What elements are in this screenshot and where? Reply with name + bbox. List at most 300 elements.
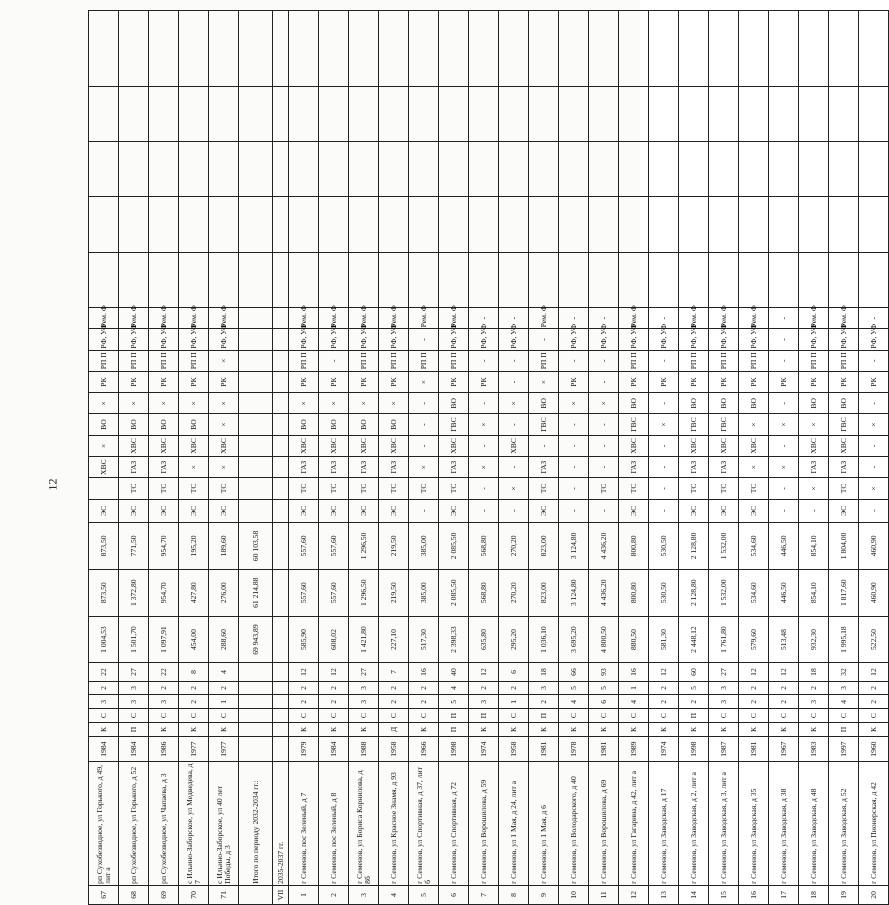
cell-s4: ХВС (319, 435, 349, 456)
cell-ent: 2 (209, 681, 239, 695)
cell-fl: 4 (829, 695, 859, 709)
cell-empty (469, 86, 499, 141)
cell-c1: 800,80 (619, 569, 649, 616)
cell-s2: ТС (739, 478, 769, 499)
cell-s6: × (209, 393, 239, 414)
table-container (88, 10, 878, 905)
cell-mat: К (89, 723, 119, 737)
cell-s5: - (559, 414, 589, 435)
cell-s4: ХВС (289, 435, 319, 456)
cell-s5: ВО (149, 414, 179, 435)
cell-fl (239, 695, 273, 709)
cell-s6: - (409, 393, 439, 414)
cell-year: 1984 (119, 736, 149, 762)
cell-s10: Рем. Ф (829, 308, 859, 329)
cell-ent: 2 (409, 681, 439, 695)
cell-s5: ВО (179, 414, 209, 435)
cell-s1: ЭС (679, 499, 709, 522)
cell-ent: 3 (709, 681, 739, 695)
cell-empty (409, 11, 439, 87)
cell-c1: 385,00 (409, 569, 439, 616)
cell-s5: ВО (379, 414, 409, 435)
cell-addr: рп Сухобезводное, ул Горького, д 52 (119, 762, 149, 885)
cell-c2: 854,10 (799, 522, 829, 569)
cell-empty (649, 142, 679, 197)
cell-c1: 2 128,80 (679, 569, 709, 616)
cell-s4: ХВС (379, 435, 409, 456)
cell-c1: 446,50 (769, 569, 799, 616)
cell-s4: ХВС (619, 435, 649, 456)
cell-empty (89, 142, 119, 197)
cell-empty (239, 86, 273, 141)
cell-s4: - (529, 435, 559, 456)
table-row (769, 11, 799, 905)
cell-empty (619, 142, 649, 197)
cell-s1: ЭС (529, 499, 559, 522)
cell-s7: РК (119, 371, 149, 392)
cell-s8: РП П (89, 350, 119, 371)
cell-s10: Рем. Ф (149, 308, 179, 329)
cell-mat: К (149, 723, 179, 737)
cell-rf: С (649, 709, 679, 723)
cell-s6: × (559, 393, 589, 414)
cell-s6: × (89, 393, 119, 414)
cell-s9: РФ, УФ (799, 329, 829, 350)
cell-c1: 460,90 (859, 569, 889, 616)
cell-s8: - (499, 350, 529, 371)
table-row (209, 11, 239, 905)
cell-s8: РП П (529, 350, 559, 371)
cell-fl (273, 695, 289, 709)
cell-s2: ТС (319, 478, 349, 499)
cell-s1: ЭС (619, 499, 649, 522)
cell-c2: 60 103,58 (239, 522, 273, 569)
cell-empty (499, 86, 529, 141)
cell-s4: ХВС (119, 435, 149, 456)
cell-empty (349, 197, 379, 252)
cell-s2: ТС (349, 478, 379, 499)
cell-c1 (273, 569, 289, 616)
cell-s5: - (409, 414, 439, 435)
cell-num: 5 (409, 885, 439, 904)
cell-empty (319, 142, 349, 197)
cell-s3: × (179, 457, 209, 478)
cell-rf: С (709, 709, 739, 723)
cell-s4: ХВС (499, 435, 529, 456)
cell-addr: с Ильино-Заборское, ул Медведева, д 7 (179, 762, 209, 885)
cell-area (273, 616, 289, 663)
cell-empty (649, 11, 679, 87)
cell-apts: 27 (119, 663, 149, 681)
cell-apts: 16 (409, 663, 439, 681)
cell-s9: РФ, УФ (89, 329, 119, 350)
cell-s10: Рем. Ф (709, 308, 739, 329)
cell-empty (289, 142, 319, 197)
cell-addr: г Семенов, ул Заводская, д 35 (739, 762, 769, 885)
cell-s8: - (589, 350, 619, 371)
cell-empty (119, 11, 149, 87)
cell-s9: РФ, УФ (559, 329, 589, 350)
cell-ent: 2 (319, 681, 349, 695)
cell-c1: 219,50 (379, 569, 409, 616)
cell-empty (149, 197, 179, 252)
cell-c1: 568,80 (469, 569, 499, 616)
cell-addr: рп Сухобезводное, ул Горького, д 49, лит а (89, 762, 119, 885)
cell-c2: 823,00 (529, 522, 559, 569)
cell-fl: 1 (499, 695, 529, 709)
cell-s9: - (769, 329, 799, 350)
cell-s4 (239, 435, 273, 456)
cell-addr: г Семенов, ул Заводская, д 52 (829, 762, 859, 885)
cell-s8: - (859, 350, 889, 371)
cell-empty (649, 252, 679, 307)
cell-rf: С (379, 709, 409, 723)
cell-empty (859, 11, 889, 87)
table-row (119, 11, 149, 905)
cell-s3: × (469, 457, 499, 478)
cell-s6: ВО (829, 393, 859, 414)
cell-s9: РФ, УФ (179, 329, 209, 350)
cell-s3: ХВС (89, 457, 119, 478)
cell-addr: г Семенов, ул Бориса Корнилова, д 8б (349, 762, 379, 885)
cell-addr: г Семенов, ул Заводская, д 38 (769, 762, 799, 885)
cell-s2: ТС (179, 478, 209, 499)
cell-s3: ГАЗ (619, 457, 649, 478)
cell-s3: ГАЗ (799, 457, 829, 478)
cell-ent: 4 (439, 681, 469, 695)
cell-s5: × (769, 414, 799, 435)
cell-fl: 3 (799, 695, 829, 709)
table-row (499, 11, 529, 905)
cell-s4: ХВС (179, 435, 209, 456)
cell-s10: Рем. Ф (619, 308, 649, 329)
cell-s10: Рем. Ф (289, 308, 319, 329)
cell-s7: РК (439, 371, 469, 392)
cell-empty (409, 86, 439, 141)
cell-area: 2 448,12 (679, 616, 709, 663)
cell-empty (769, 142, 799, 197)
cell-year: 1984 (319, 736, 349, 762)
cell-empty (769, 86, 799, 141)
cell-s2: ТС (289, 478, 319, 499)
cell-apts: 18 (529, 663, 559, 681)
cell-s3: ГАЗ (529, 457, 559, 478)
cell-s8: РП П (829, 350, 859, 371)
cell-rf: С (619, 709, 649, 723)
cell-c2: 2 128,80 (679, 522, 709, 569)
cell-s5: ВО (89, 414, 119, 435)
cell-s3: × (209, 457, 239, 478)
cell-addr: г Семенов, ул Заводская, д 48 (799, 762, 829, 885)
cell-apts: 32 (829, 663, 859, 681)
cell-s1: ЭС (379, 499, 409, 522)
cell-num: 8 (499, 885, 529, 904)
cell-ent: 5 (679, 681, 709, 695)
cell-s9: РФ, УФ (859, 329, 889, 350)
cell-c2: 460,90 (859, 522, 889, 569)
cell-fl: 3 (469, 695, 499, 709)
cell-mat: К (529, 723, 559, 737)
cell-s4: - (649, 435, 679, 456)
cell-empty (829, 86, 859, 141)
cell-mat: К (349, 723, 379, 737)
cell-c2: 195,20 (179, 522, 209, 569)
cell-s10: Рем. Ф (739, 308, 769, 329)
table-row (319, 11, 349, 905)
cell-c1: 4 436,20 (589, 569, 619, 616)
cell-s7: РК (739, 371, 769, 392)
cell-s6: × (179, 393, 209, 414)
cell-empty (439, 86, 469, 141)
cell-year: 1960 (859, 736, 889, 762)
table-row (289, 11, 319, 905)
cell-s2: × (859, 478, 889, 499)
cell-mat: К (649, 723, 679, 737)
cell-addr: г Семенов, ул Пионерская, д 42 (859, 762, 889, 885)
cell-s7: РК (619, 371, 649, 392)
cell-year: 1958 (379, 736, 409, 762)
cell-apts: 27 (709, 663, 739, 681)
cell-s10: - (469, 308, 499, 329)
cell-fl: 2 (319, 695, 349, 709)
cell-c2: 534,60 (739, 522, 769, 569)
cell-s9: РФ, УФ (709, 329, 739, 350)
cell-s9: РФ, УФ (119, 329, 149, 350)
cell-s6 (273, 393, 289, 414)
cell-ent: 2 (499, 681, 529, 695)
cell-empty (859, 252, 889, 307)
cell-empty (499, 197, 529, 252)
cell-s4: ХВС (209, 435, 239, 456)
cell-s2: ТС (439, 478, 469, 499)
cell-empty (239, 142, 273, 197)
cell-s9: РФ, УФ (439, 329, 469, 350)
cell-s2 (273, 478, 289, 499)
cell-s9: РФ, УФ (349, 329, 379, 350)
cell-year: 1988 (349, 736, 379, 762)
cell-s4: - (409, 435, 439, 456)
cell-empty (769, 11, 799, 87)
cell-empty (379, 11, 409, 87)
cell-ent: 2 (149, 681, 179, 695)
cell-empty (589, 142, 619, 197)
cell-empty (209, 197, 239, 252)
cell-year: 1984 (89, 736, 119, 762)
cell-s10: - (769, 308, 799, 329)
cell-empty (799, 252, 829, 307)
cell-mat: П (439, 723, 469, 737)
cell-empty (209, 11, 239, 87)
cell-s5: × (649, 414, 679, 435)
cell-c2: 873,50 (89, 522, 119, 569)
cell-c1: 1 296,50 (349, 569, 379, 616)
cell-s3: - (499, 457, 529, 478)
cell-s2: ТС (829, 478, 859, 499)
cell-addr: г Семенов, ул Заводская, д 3, лит а (709, 762, 739, 885)
cell-s4: ХВС (829, 435, 859, 456)
cell-empty (799, 197, 829, 252)
cell-empty (289, 197, 319, 252)
cell-s9: - (409, 329, 439, 350)
cell-s10: Рем. Ф (119, 308, 149, 329)
cell-year: 1981 (739, 736, 769, 762)
cell-ent: 2 (769, 681, 799, 695)
cell-fl: 4 (619, 695, 649, 709)
cell-s4: ХВС (709, 435, 739, 456)
cell-mat: К (679, 723, 709, 737)
cell-s8: РП П (349, 350, 379, 371)
cell-mat: К (499, 723, 529, 737)
cell-empty (709, 252, 739, 307)
cell-area: 581,30 (649, 616, 679, 663)
cell-mat: К (559, 723, 589, 737)
cell-empty (679, 197, 709, 252)
cell-empty (709, 197, 739, 252)
cell-year: 1983 (799, 736, 829, 762)
cell-s9: РФ, УФ (149, 329, 179, 350)
cell-mat (273, 723, 289, 737)
cell-s10: - (499, 308, 529, 329)
cell-s4: - (469, 435, 499, 456)
table-row (409, 11, 439, 905)
cell-addr: г Семенов, ул Гагарина, д 42, лит а (619, 762, 649, 885)
cell-empty (829, 252, 859, 307)
page-number: 12 (45, 478, 60, 491)
cell-s3: ГАЗ (709, 457, 739, 478)
cell-empty (529, 86, 559, 141)
cell-rf: П (439, 709, 469, 723)
cell-mat: К (409, 723, 439, 737)
cell-addr: г Семенов, ул Красное Знамя, д 93 (379, 762, 409, 885)
cell-rf: С (559, 709, 589, 723)
cell-apts (273, 663, 289, 681)
cell-addr: г Семенов, ул Спортивная, д 37, лит б (409, 762, 439, 885)
cell-num (239, 885, 273, 904)
cell-apts: 40 (439, 663, 469, 681)
cell-s2: ТС (679, 478, 709, 499)
cell-num: 4 (379, 885, 409, 904)
cell-mat: К (769, 723, 799, 737)
cell-num: 68 (119, 885, 149, 904)
cell-s7 (239, 371, 273, 392)
cell-year: 1966 (409, 736, 439, 762)
cell-empty (409, 252, 439, 307)
cell-s2: - (769, 478, 799, 499)
cell-s8: - (319, 350, 349, 371)
cell-ent: 5 (559, 681, 589, 695)
cell-s10: Рем. Ф (529, 308, 559, 329)
cell-empty (379, 142, 409, 197)
cell-area: 69 943,89 (239, 616, 273, 663)
cell-year: 1998 (439, 736, 469, 762)
cell-s9: РФ, УФ (679, 329, 709, 350)
cell-fl: 3 (119, 695, 149, 709)
cell-apts (239, 663, 273, 681)
cell-s2: ТС (409, 478, 439, 499)
cell-s5: ГВС (619, 414, 649, 435)
cell-empty (273, 197, 289, 252)
cell-s9: РФ, УФ (619, 329, 649, 350)
cell-s1: ЭС (829, 499, 859, 522)
cell-s8: РП П (679, 350, 709, 371)
cell-ent: 2 (179, 681, 209, 695)
cell-c2: 4 436,20 (589, 522, 619, 569)
cell-empty (709, 142, 739, 197)
cell-apts: 12 (469, 663, 499, 681)
cell-mat: К (179, 723, 209, 737)
cell-s1: - (409, 499, 439, 522)
cell-addr: Итого по периоду 2032-2034 гг.: (239, 762, 273, 885)
cell-num: 70 (179, 885, 209, 904)
cell-s1: ЭС (349, 499, 379, 522)
table-row (469, 11, 499, 905)
cell-c2: 530,50 (649, 522, 679, 569)
cell-s10: Рем. Ф (209, 308, 239, 329)
cell-num: 1 (289, 885, 319, 904)
cell-empty (619, 11, 649, 87)
cell-num: 2 (319, 885, 349, 904)
cell-s4: - (769, 435, 799, 456)
cell-area: 1 501,70 (119, 616, 149, 663)
cell-num: 16 (739, 885, 769, 904)
cell-empty (319, 86, 349, 141)
cell-c1: 823,00 (529, 569, 559, 616)
table-body (89, 11, 889, 905)
table-row (679, 11, 709, 905)
cell-num: 10 (559, 885, 589, 904)
cell-rf: С (319, 709, 349, 723)
cell-fl: 2 (649, 695, 679, 709)
cell-fl: 3 (709, 695, 739, 709)
cell-year (239, 736, 273, 762)
cell-rf: П (679, 709, 709, 723)
cell-year: 1979 (289, 736, 319, 762)
cell-apts: 12 (649, 663, 679, 681)
cell-num: 14 (679, 885, 709, 904)
cell-apts: 22 (89, 663, 119, 681)
cell-rf: С (149, 709, 179, 723)
cell-addr: г Семенов, ул 1 Мая, д 24, лит а (499, 762, 529, 885)
cell-empty (589, 252, 619, 307)
table-row (349, 11, 379, 905)
cell-s7: РК (319, 371, 349, 392)
cell-ent: 2 (739, 681, 769, 695)
cell-ent: 2 (379, 681, 409, 695)
cell-s6: × (149, 393, 179, 414)
table-row (529, 11, 559, 905)
cell-ent: 2 (799, 681, 829, 695)
cell-year: 1977 (179, 736, 209, 762)
cell-s8: - (559, 350, 589, 371)
cell-apts: 93 (589, 663, 619, 681)
cell-fl: 2 (289, 695, 319, 709)
cell-s10: - (559, 308, 589, 329)
cell-c1: 276,00 (209, 569, 239, 616)
cell-fl: 3 (89, 695, 119, 709)
cell-c2: 557,60 (289, 522, 319, 569)
cell-s10: Рем. Ф (379, 308, 409, 329)
cell-s1: ЭС (209, 499, 239, 522)
cell-fl: 5 (439, 695, 469, 709)
cell-fl: 3 (149, 695, 179, 709)
cell-s6: ВО (529, 393, 559, 414)
cell-s1: - (589, 499, 619, 522)
cell-s9: РФ, УФ (499, 329, 529, 350)
cell-s6: - (859, 393, 889, 414)
cell-mat: К (799, 723, 829, 737)
cell-s2: - (559, 478, 589, 499)
cell-year: 1981 (529, 736, 559, 762)
